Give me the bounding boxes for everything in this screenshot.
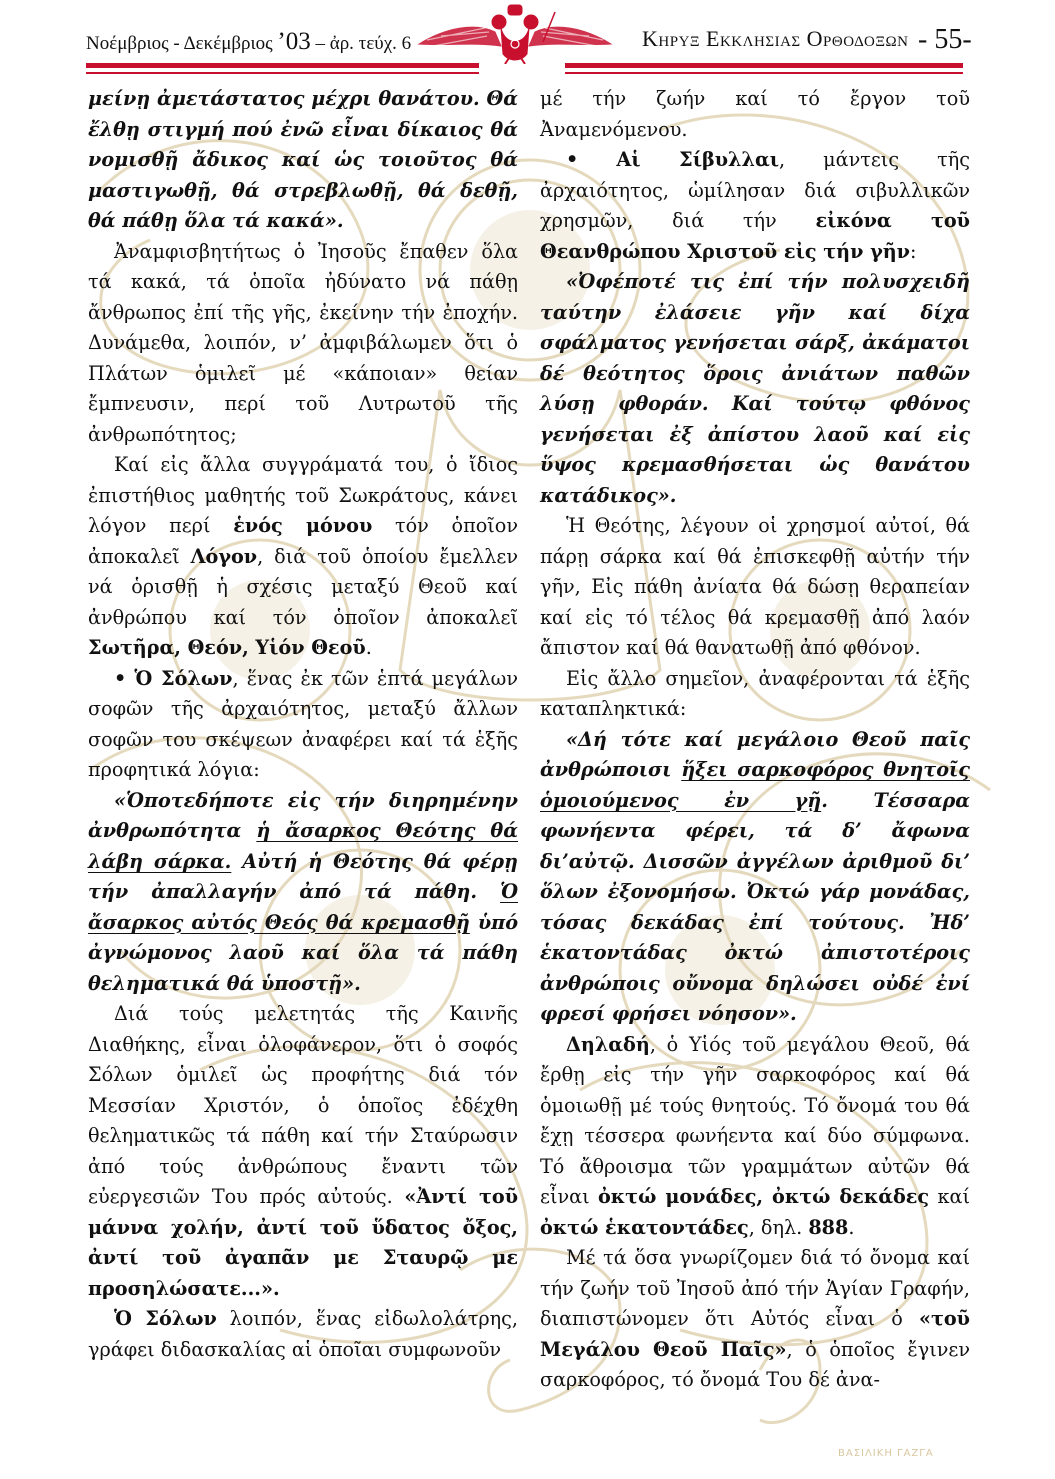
emphasis: «Ἀντί τοῦ μάννα χολήν, ἀντί τοῦ ὕδατος ὄξος, ἀντί τοῦ ἀγαπᾶν με Σταυρῷ με προσηλώσατε...». — [88, 1185, 519, 1300]
emphasis: «τοῦ Μεγάλου Θεοῦ Παῖς» — [540, 1307, 970, 1361]
emphasis: Ὁ Σόλων — [114, 1307, 217, 1330]
issue-info — [86, 28, 411, 56]
journal-title: Κηρυξ Εκκλησιας Ορθοδοξων — [642, 26, 909, 51]
quote-sibyl-1: «Ὀφέποτέ τις ἐπί τήν πολυσχειδῆ ταύτην ἐλάσειε γῆν καί δίχα σφάλματος γενήσεται σάρξ, ἀκάματοι δέ θεότητος ὅροις ἀνιάτων παθῶν λύσῃ φθοράν. Καί τούτῳ φθόνος γενήσεται ἐξ ἀπίστου λαοῦ καί εἰς ὕψος κρεμασθήσεται ὡς θανάτου κατάδικος». — [540, 270, 970, 507]
paragraph: Ἀναμφισβητήτως ὁ Ἰησοῦς ἔπαθεν ὅλα τά κακά, τά ὁποῖα ἠδύνατο νά πάθῃ ἄνθρωπος ἐπί τῆς γῆς, ἐκείνην τήν ἐποχήν. Δυνάμεθα, λοιπόν, ν’ ἀμφιβάλωμεν ὅτι ὁ Πλάτων ὁμιλεῖ μέ «κάποιαν» θείαν ἔμπνευσιν, περί τοῦ Λυτρωτοῦ τῆς ἀνθρωπότητος; — [88, 239, 518, 446]
paragraph: Διά τούς μελετητάς τῆς Καινῆς Διαθήκης, εἶναι ὁλοφάνερον, ὅτι ὁ σοφός Σόλων ὁμιλεῖ ὡς προφήτης διά τόν Μεσσίαν Χριστόν, ὁ ὁποῖος ἐδέχθη θεληματικῶς τά πάθη καί τήν Σταύρωσιν ἀπό τούς ἀνθρώπους ἔναντι τῶν εὐεργεσιῶν Του πρός αὐτούς. «Ἀντί τοῦ μάννα χολήν, ἀντί τοῦ ὕδατος ὄξος, ἀντί τοῦ ἀγαπᾶν με Σταυρῷ με προσηλώσατε...». — [88, 1002, 519, 1300]
paragraph: Εἰς ἄλλο σημεῖον, ἀναφέρονται τά ἑξῆς καταπληκτικά: — [540, 666, 970, 720]
section-lead: Αἱ Σίβυλλαι — [616, 148, 779, 171]
paragraph-solon: • Ὁ Σόλων, ἕνας ἐκ τῶν ἑπτά μεγάλων σοφῶν τῆς ἀρχαιότητος, μεταξύ ἄλλων σοφῶν του σκέψεων ἀναφέρει καί τά ἑξῆς προφητικά λόγια: — [88, 666, 518, 781]
paragraph: Μέ τά ὅσα γνωρίζομεν διά τό ὄνομα καί τήν ζωήν τοῦ Ἰησοῦ ἀπό τήν Ἁγίαν Γραφήν, διαπιστώνομεν ὅτι Αὐτός εἶναι ὁ «τοῦ Μεγάλου Θεοῦ Παῖς», ὁ ὁποῖος ἔγινεν σαρκοφόρος, τό ὄνομά Του δέ ἀνα- — [540, 1246, 970, 1391]
number-888: 888 — [808, 1215, 849, 1239]
page-number: - 55- — [918, 24, 972, 55]
emphasis: ὀκτώ μονάδες, ὀκτώ δεκάδες — [598, 1185, 930, 1208]
double-headed-eagle-icon — [415, 2, 615, 64]
emphasis: εἰκόνα τοῦ Θεανθρώπου Χριστοῦ εἰς τήν γῆν — [540, 209, 970, 263]
issue-number: – ἀρ. τεύχ. 6 — [315, 33, 412, 54]
quote-plato-ending: μείνῃ ἀμετάστατος μέχρι θανάτου. Θά ἔλθῃ στιγμή πού ἐνῶ εἶναι δίκαιος θά νομισθῇ ἄδικος καί ὡς τοιοῦτος θά μαστιγωθῇ, θά στρεβλωθῇ, θά δεθῇ, θά πάθῃ ὅλα τά κακά». — [88, 87, 518, 232]
underlined-text: ἡ ἄσαρκος Θεότης θά λάβη σάρκα. — [88, 819, 518, 873]
emphasis: Δηλαδή — [566, 1032, 650, 1056]
underlined-text: ἥξει σαρκοφόρος θνητοῖς ὁμοιούμενος ἐν γῇ — [540, 758, 970, 812]
bullet-icon: • — [566, 148, 579, 171]
illustration-credit: ΒΑΣΙΛΙΚΗ ΓΑΖΓΑ — [838, 1448, 934, 1459]
paragraph-sibyls: • Αἱ Σίβυλλαι, μάντεις τῆς ἀρχαιότητος, ὡμίλησαν διά σιβυλλικῶν χρησμῶν, διά τήν εἰκόνα τοῦ Θεανθρώπου Χριστοῦ εἰς τήν γῆν: — [540, 148, 970, 263]
paragraph: Δηλαδή, ὁ Υἱός τοῦ μεγάλου Θεοῦ, θά ἔρθῃ εἰς τήν γῆν σαρκοφόρος καί θά ὁμοιωθῇ μέ τούς θνητούς. Τό ὄνομά του θά ἔχῃ τέσσερα φωνήεντα καί δύο σύμφωνα. Τό ἄθροισμα τῶν γραμμάτων αὐτῶν θά εἶναι ὀκτώ μονάδες, ὀκτώ δεκάδες καί ὀκτώ ἑκατοντάδες, δηλ. 888. — [540, 1032, 970, 1239]
left-column — [88, 84, 518, 1365]
emphasis: Σωτῆρα, Θεόν, Υἱόν Θεοῦ — [88, 636, 366, 659]
quote-solon: «Ὁποτεδήποτε εἰς τήν διηρημένην ἀνθρωπότητα ἡ ἄσαρκος Θεότης θά λάβη σάρκα. Αὐτή ἡ Θεότης θά φέρῃ τήν ἀπαλλαγήν ἀπό τά πάθη. Ὁ ἄσαρκος αὐτός Θεός θά κρεμασθῇ ὑπό ἀγνώμονος λαοῦ καί ὅλα τά πάθη θεληματικά θά ὑποστῇ». — [88, 788, 518, 995]
paragraph: Καί εἰς ἄλλα συγγράματά του, ὁ ἴδιος ἐπιστήθιος μαθητής τοῦ Σωκράτους, κάνει λόγον περί ἑνός μόνου τόν ὁποῖον ἀποκαλεῖ Λόγον, διά τοῦ ὁποίου ἔμελλεν νά ὁρισθῇ ἡ σχέσις μεταξύ Θεοῦ καί ἀνθρώπου καί τόν ὁποῖον ἀποκαλεῖ Σωτῆρα, Θεόν, Υἱόν Θεοῦ. — [88, 453, 519, 659]
issue-date: Νοέμβριος - Δεκέμβριος — [86, 33, 273, 54]
underlined-text: Ὁ ἄσαρκος αὐτός Θεός θά κρεμασθῇ — [88, 880, 518, 934]
paragraph: μέ τήν ζωήν καί τό ἔργον τοῦ Ἀναμενόμενου. — [540, 87, 970, 141]
page-header — [0, 0, 1055, 70]
paragraph: Ὁ Σόλων λοιπόν, ἕνας εἰδωλολάτρης, γράφει διδασκαλίας αἱ ὁποῖαι συμφωνοῦν — [88, 1307, 518, 1361]
right-column — [540, 84, 970, 1396]
emphasis: ὀκτώ ἑκατοντάδες — [540, 1215, 749, 1239]
section-lead: Ὁ Σόλων — [134, 666, 233, 690]
header-rule-thin-left — [86, 72, 479, 74]
issue-year: ’03 — [277, 28, 311, 55]
emphasis: ἑνός μόνου — [233, 514, 373, 537]
bullet-icon: • — [114, 666, 127, 690]
quote-sibyl-2: «Δή τότε καί μεγάλοιο Θεοῦ παῖς ἀνθρώποισι ἥξει σαρκοφόρος θνητοῖς ὁμοιούμενος ἐν γῇ. Τέσσαρα φωνήεντα φέρει, τά δ’ ἄφωνα δι’αὐτῷ. Δισσῶν ἀγγέλων ἀριθμοῦ δι’ ὅλων ἐξονομήσω. Ὀκτώ γάρ μονάδας, τόσας δεκάδας ἐπί τούτους. Ἠδ’ ἑκατοντάδας ὀκτώ ἀπιστοτέροις ἀνθρώποις οὔνομα δηλώσει οὐδέ ἐνί φρεσί φρήσει νόησον». — [540, 727, 970, 1025]
emphasis: Λόγον — [190, 544, 258, 568]
paragraph: Ἡ Θεότης, λέγουν οἱ χρησμοί αὐτοί, θά πάρῃ σάρκα καί θά ἐπισκεφθῇ αὐτήν τήν γῆν, Εἰς πάθη ἀνίατα θά δώσῃ θεραπείαν καί εἰς τό τέλος θά κρεμασθῇ ἀπό λαόν ἄπιστον καί θά θανατωθῇ ἀπό φθόνον. — [540, 514, 970, 659]
header-rule-thin-right — [565, 72, 963, 74]
header-rule-thick-right — [565, 63, 963, 68]
